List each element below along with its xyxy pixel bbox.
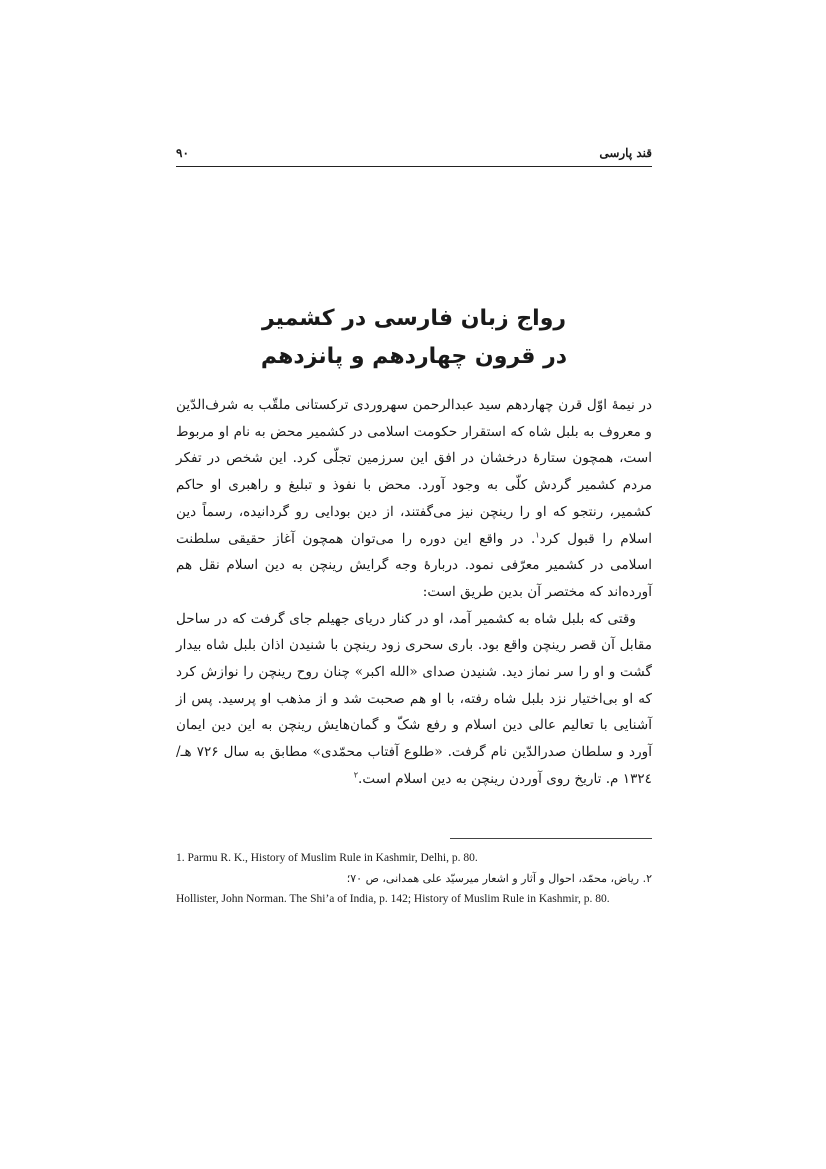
page-number: ۹۰ (176, 146, 189, 160)
footnote-marker-1: ۱ (535, 529, 540, 539)
paragraph-2-text: وقتی که بلبل شاه به کشمیر آمد، او در کنار دریای جهیلم جای گرفت که در ساحل مقابل آن قصر رینچن واقع بود. باری سحری زود رینچن با شنیدن اذان بلبل شاه بیدار گشت و او را سر نماز دید. شنیدن صدای «الله اکبر» چنان روح رینچن را نوازش کرد که او بی‌اختیار نزد بلبل شاه رفته، با او هم صحبت شد و از مذهب او پرسید. پس از آشنایی با تعالیم عالی دین اسلام و رفع شکّ و گمان‌هایش رینچن به این دین ایمان آورد و سلطان صدرالدّین نام گرفت. «طلوع آفتاب محمّدی» مطابق به سال ۷۲۶ هـ/ ۱۳۲٤ م. تاریخ روی آوردن رینچن به دین اسلام است. (176, 610, 652, 787)
article-body (176, 392, 652, 793)
footnote-marker-2: ۲ (353, 770, 359, 780)
article-title-line-2: در قرون چهاردهم و پانزدهم (260, 344, 568, 369)
header-divider (176, 166, 652, 167)
article-title-line-1: رواج زبان فارسی در کشمیر (261, 306, 567, 331)
footnote-divider (450, 838, 652, 839)
footnote-2: ۲. ریاض، محمّد، احوال و آثار و اشعار میرسیّد علی همدانی، ص ۷۰؛ (346, 872, 652, 885)
paragraph-1-text-b: . در واقع این دوره را می‌توان همچون آغاز حقیقی سلطنت اسلامی در کشمیر معرّفی نمود. دربارۀ وجه گرایش رینچن به دین اسلام نقل هم آورده‌اند که مختصر آن بدین طریق است: (176, 530, 652, 600)
footnote-2-continued: Hollister, John Norman. The Shi’a of India, p. 142; History of Muslim Rule in Kashmir, p. 80. (176, 893, 610, 905)
paragraph-1 (176, 392, 652, 606)
footnote-1: 1. Parmu R. K., History of Muslim Rule in Kashmir, Delhi, p. 80. (176, 852, 478, 864)
paragraph-2 (176, 606, 652, 793)
article-title (176, 300, 652, 376)
journal-title: قند پارسی (599, 146, 652, 160)
running-header (176, 146, 652, 166)
paragraph-1-text-a: در نیمۀ اوّل قرن چهاردهم سید عبدالرحمن سهروردی ترکستانی ملقّب به شرف‌الدّین و معروف به بلبل شاه که استقرار حکومت اسلامی در کشمیر محض به نام او مربوط است، همچون ستارۀ درخشان در افق این سرزمین تجلّی کرد. این شخص در تفکر مردم کشمیر گردش کلّی به وجود آورد. محض با نفوذ و تبلیغ و راهبری او حاکم کشمیر، رنتجو که او را رینچن نیز می‌گفتند، از دین بودایی رو گردانیده، رسماً دین اسلام را قبول کرد (176, 397, 652, 547)
